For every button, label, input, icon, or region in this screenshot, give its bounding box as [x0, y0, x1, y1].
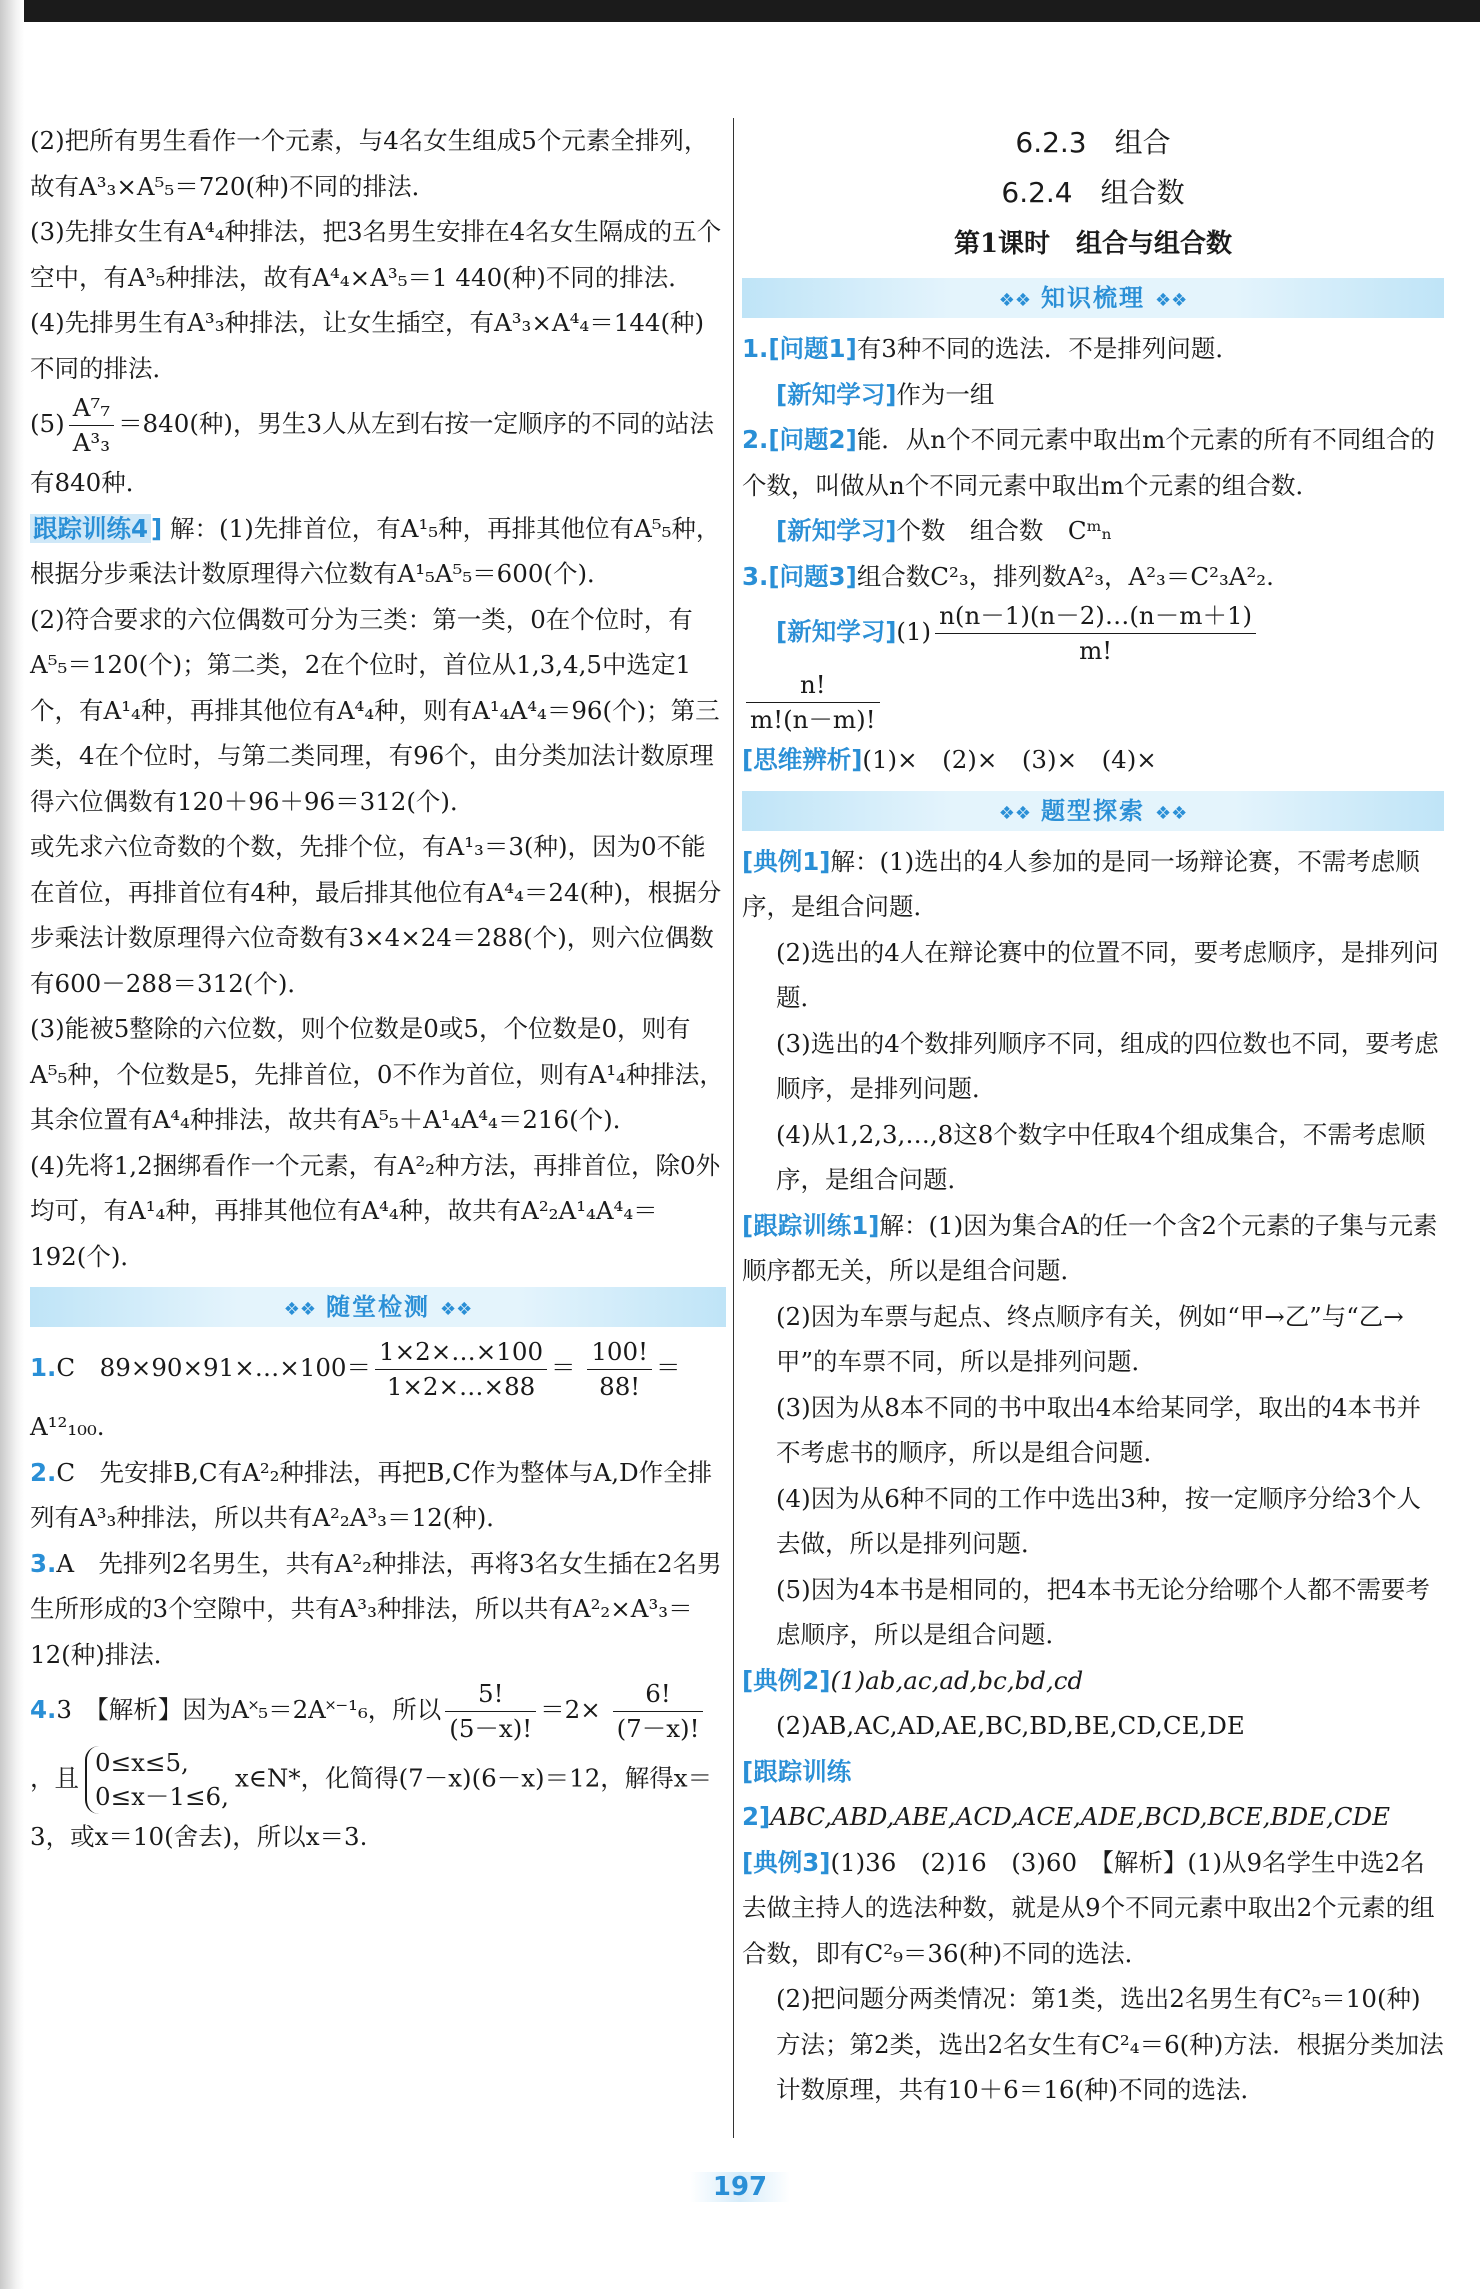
answer-part-4: (4)先排男生有A³₃种排法，让女生插空，有A³₃×A⁴₄＝144(种)不同的排法．	[30, 308, 705, 383]
check-question-1: 1.C 89×90×91×…×100＝ $\frac{1\times 2\times\dots\times 100}{1\times 2\times\dots\times 88}$ ＝ $\frac{100!}{88!}$ ＝A¹²₁₀₀.	[30, 1337, 681, 1441]
page-number: 197	[690, 2172, 790, 2202]
example-2-part-2: (2)AB,AC,AD,AE,BC,BD,BE,CD,CE,DE	[776, 1711, 1245, 1740]
tracking-4-alt: 或先求六位奇数的个数，先排个位，有A¹₃＝3(种)，因为0不能在首位，再排首位有4种，最后排其他位有A⁴₄＝24(种)，根据分步乘法计数原理得六位奇数有3×4×24＝288(个)，则六位偶数有600－288＝312(个)．	[30, 832, 722, 998]
knowledge-item-3-new: [新知学习](1) $\frac{n(n-1)(n-2)\dots(n-m+1)}{m!}$	[742, 599, 1444, 668]
tracking-1-part-5: (5)因为4本书是相同的，把4本书无论分给哪个人都不需要考虑顺序，所以是组合问题．	[776, 1574, 1430, 1649]
column-divider	[733, 118, 734, 2138]
tag-new-learning: [新知学习]	[776, 617, 897, 646]
tag-new-learning: [新知学习]	[776, 379, 897, 409]
example-3: [典例3](1)36 (2)16 (3)60 【解析】(1)从9名学生中选2名去做主持人的选法种数，就是从9个不同元素中取出2个元素的组合数，即有C²₉＝36(种)不同的选法．	[742, 1847, 1435, 1968]
section-band-knowledge: ❖❖ 知识梳理 ❖❖	[742, 278, 1444, 318]
binding-shadow	[0, 0, 24, 2289]
fraction-combination-formula: $\frac{n(n-1)(n-2)\dots(n-m+1)}{m!}$	[935, 599, 1256, 668]
section-title-combination-number: 6.2.4 组合数	[1001, 176, 1185, 209]
tracking-exercise-1: [跟踪训练1]解：(1)因为集合A的任一个含2个元素的子集与元素顺序都无关，所以是组合问题．	[742, 1210, 1438, 1285]
tracking-1-part-4: (4)因为从6种不同的工作中选出3种，按一定顺序分给3个人去做，所以是排列问题．	[776, 1483, 1421, 1558]
tag-example-3: [典例3]	[742, 1847, 831, 1877]
knowledge-item-1-new: [新知学习]作为一组	[776, 379, 995, 409]
example-1: [典例1]解：(1)选出的4人参加的是同一场辩论赛，不需考虑顺序，是组合问题．	[742, 846, 1420, 921]
section-band-problem-types: ❖❖ 题型探索 ❖❖	[742, 791, 1444, 831]
diamond-icon: ❖❖	[283, 1299, 316, 1320]
section-title-combination: 6.2.3 组合	[1015, 126, 1171, 159]
tracking-1-part-3: (3)因为从8本不同的书中取出4本给某同学，取出的4本书并不考虑书的顺序，所以是组合问题．	[776, 1392, 1421, 1467]
tag-tracking-1: [跟踪训练1]	[742, 1210, 880, 1240]
example-1-part-4: (4)从1,2,3,…,8这8个数字中任取4个组成集合，不需考虑顺序，是组合问题．	[776, 1119, 1426, 1194]
fraction-5-factorial: $\frac{5!}{(5-x)!}$	[445, 1677, 536, 1746]
tag-example-2: [典例2]	[742, 1665, 831, 1695]
inequality-system: 0≤x≤5, 0≤x－1≤6,	[85, 1746, 229, 1814]
knowledge-item-2: 2.[问题2]能．从n个不同元素中取出m个元素的所有不同组合的个数，叫做从n个不同元素中取出m个元素的组合数．	[742, 425, 1435, 500]
knowledge-item-3: 3.[问题3]组合数C²₃，排列数A²₃，A²₃＝C²₃A²₂.	[742, 561, 1274, 591]
fraction-factorial-formula: $\frac{n!}{m!(n-m)!}$	[746, 668, 880, 737]
knowledge-item-3-formula-2	[742, 668, 1444, 737]
tag-question-3: [问题3]	[768, 561, 857, 591]
answer-part-5: (5) $\frac{\text{A⁷₇}}{\text{A³₃}}$ ＝840(种)，男生3人从左到右按一定顺序的不同的站法有840种．	[30, 393, 715, 497]
right-column	[742, 118, 1444, 2113]
lesson-title: 第1课时 组合与组合数	[953, 229, 1233, 259]
fraction-6-factorial: $\frac{6!}{(7-x)!}$	[613, 1677, 704, 1746]
thinking-judgement: [思维辨析](1)× (2)× (3)× (4)×	[742, 745, 1157, 774]
example-3-part-2: (2)把问题分两类情况：第1类，选出2名男生有C²₅＝10(种)方法；第2类，选出2名女生有C²₄＝6(种)方法．根据分类加法计数原理，共有10＋6＝16(种)不同的选法．	[776, 1984, 1444, 2104]
diamond-icon: ❖❖	[440, 1299, 473, 1320]
fraction-a77-a33: $\frac{\text{A⁷₇}}{\text{A³₃}}$	[69, 391, 114, 460]
check-question-4: 4.3 【解析】因为A˟₅＝2A˟⁻¹₆，所以 $\frac{5!}{(5-x)!}$ ＝2× $\frac{6!}{(7-x)!}$ ，且 0≤x≤5, 0≤x－1≤6, x∈N*，化简得(7－x)(6－x)＝12，解得x＝3，或x＝10(舍去)，所以x＝3.	[30, 1679, 713, 1851]
top-edge-bar	[0, 0, 1480, 22]
tag-tracking-2: [跟踪训练2]	[742, 1756, 852, 1831]
diamond-icon: ❖❖	[998, 290, 1031, 311]
diamond-icon: ❖❖	[1155, 290, 1188, 311]
tracking-4-part-4: (4)先将1,2捆绑看作一个元素，有A²₂种方法，再排首位，除0外均可，有A¹₄种，再排其他位有A⁴₄种，故共有A²₂A¹₄A⁴₄＝192(个)．	[30, 1150, 721, 1271]
section-band-classroom-check: ❖❖ 随堂检测 ❖❖	[30, 1287, 726, 1327]
tag-question-2: [问题2]	[768, 425, 857, 454]
knowledge-item-1: 1.[问题1]有3种不同的选法．不是排列问题．	[742, 334, 1240, 363]
tag-thinking: [思维辨析]	[742, 745, 863, 774]
fraction-factorial-ratio: $\frac{1\times 2\times\dots\times 100}{1\times 2\times\dots\times 88}$	[375, 1335, 547, 1404]
example-2: [典例2](1)ab,ac,ad,bc,bd,cd	[742, 1665, 1084, 1695]
tracking-exercise-4: 跟踪训练4 ] 解：(1)先排首位，有A¹₅种，再排其他位有A⁵₅种，根据分步乘法计数原理得六位数有A¹₅A⁵₅＝600(个)．	[30, 513, 721, 588]
fraction-100-88: $\frac{100!}{88!}$	[587, 1335, 652, 1404]
tracking-exercise-2: [跟踪训练2]ABC,ABD,ABE,ACD,ACE,ADE,BCD,BCE,BDE,CDE	[742, 1756, 1391, 1831]
check-question-3: 3.A 先排列2名男生，共有A²₂种排法，再将3名女生插在2名男生所形成的3个空隙中，共有A³₃种排法，所以共有A²₂×A³₃＝12(种)排法．	[30, 1548, 722, 1669]
check-question-2: 2.C 先安排B,C有A²₂种排法，再把B,C作为整体与A,D作全排列有A³₃种排法，所以共有A²₂A³₃＝12(种)．	[30, 1457, 713, 1532]
tracking-1-part-2: (2)因为车票与起点、终点顺序有关，例如“甲→乙”与“乙→甲”的车票不同，所以是排列问题．	[776, 1301, 1404, 1376]
answer-part-3: (3)先排女生有A⁴₄种排法，把3名男生安排在4名女生隔成的五个空中，有A³₅种排法，故有A⁴₄×A³₅＝1 440(种)不同的排法．	[30, 217, 722, 292]
tag-example-1: [典例1]	[742, 846, 831, 876]
example-1-part-3: (3)选出的4个数排列顺序不同，组成的四位数也不同，要考虑顺序，是排列问题．	[776, 1028, 1439, 1103]
tag-question-1: [问题1]	[768, 334, 857, 363]
left-column	[30, 118, 726, 1860]
tracking-4-part-3: (3)能被5整除的六位数，则个位数是0或5，个位数是0，则有A⁵₅种，个位数是5，先排首位，0不作为首位，则有A¹₄种排法，其余位置有A⁴₄种排法，故共有A⁵₅＋A¹₄A⁴₄＝216(个)．	[30, 1014, 724, 1134]
tag-new-learning: [新知学习]	[776, 516, 897, 545]
knowledge-item-2-new: [新知学习]个数 组合数 Cᵐₙ	[776, 516, 1113, 545]
answer-part-2: (2)把所有男生看作一个元素，与4名女生组成5个元素全排列，故有A³₃×A⁵₅＝720(种)不同的排法．	[30, 126, 709, 201]
diamond-icon: ❖❖	[998, 802, 1031, 824]
diamond-icon: ❖❖	[1155, 802, 1188, 824]
tag-tracking-4: 跟踪训练4 ]	[30, 514, 162, 543]
example-1-part-2: (2)选出的4人在辩论赛中的位置不同，要考虑顺序，是排列问题．	[776, 937, 1439, 1012]
tracking-4-part-2: (2)符合要求的六位偶数可分为三类：第一类，0在个位时，有A⁵₅＝120(个)；第二类，2在个位时，首位从1,3,4,5中选定1个，有A¹₄种，再排其他位有A⁴₄种，则有A¹₄A⁴₄＝96(个)；第三类，4在个位时，与第二类同理，有96个，由分类加法计数原理得六位偶数有120＋96＋96＝312(个)．	[30, 604, 720, 816]
